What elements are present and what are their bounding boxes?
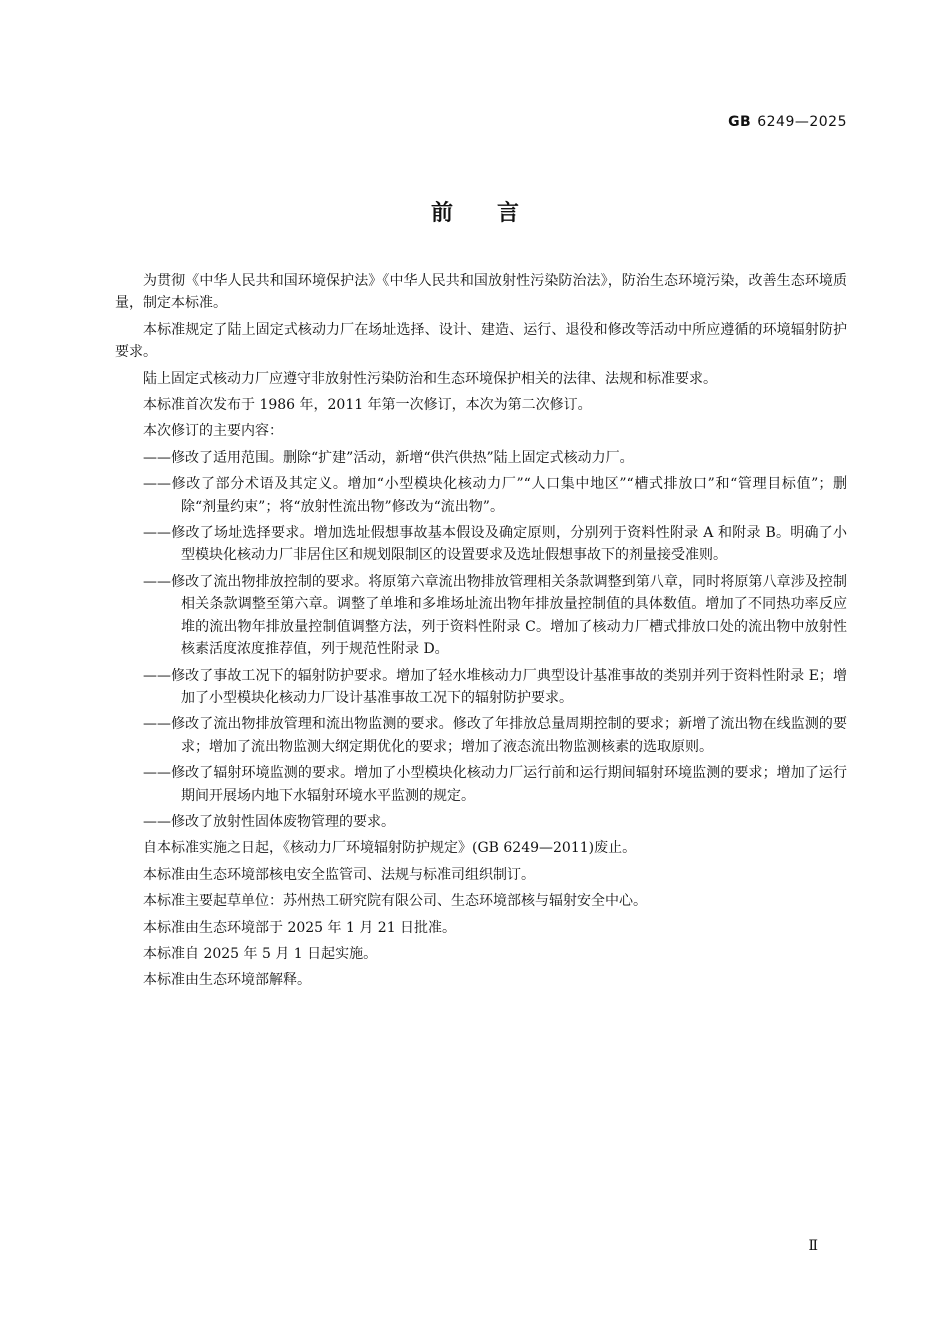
revision-item: ——修改了流出物排放管理和流出物监测的要求。修改了年排放总量周期控制的要求；新增了流出物在线监测的要求；增加了流出物监测大纲定期优化的要求；增加了液态流出物监测核素的选取原则。 bbox=[143, 716, 847, 755]
paragraph-history: 本标准首次发布于 1986 年，2011 年第一次修订，本次为第二次修订。 bbox=[143, 397, 592, 414]
standard-number: 6249—2025 bbox=[757, 114, 847, 130]
closing-supersede: 自本标准实施之日起，《核动力厂环境辐射防护规定》(GB 6249—2011)废止。 bbox=[143, 840, 637, 857]
standard-prefix: GB bbox=[728, 114, 752, 130]
revision-item: ——修改了适用范围。删除“扩建”活动，新增“供汽供热”陆上固定式核动力厂。 bbox=[143, 449, 634, 466]
page-number: Ⅱ bbox=[808, 1238, 818, 1254]
paragraph-purpose: 为贯彻《中华人民共和国环境保护法》《中华人民共和国放射性污染防治法》，防治生态环境污染，改善生态环境质量，制定本标准。 bbox=[115, 273, 847, 312]
paragraph-compliance: 陆上固定式核动力厂应遵守非放射性污染防治和生态环境保护相关的法律、法规和标准要求。 bbox=[143, 370, 717, 387]
closing-effective: 本标准自 2025 年 5 月 1 日起实施。 bbox=[143, 945, 378, 962]
revision-item: ——修改了辐射环境监测的要求。增加了小型模块化核动力厂运行前和运行期间辐射环境监测的要求；增加了运行期间开展场内地下水辐射环境水平监测的规定。 bbox=[143, 765, 847, 804]
standard-code bbox=[728, 114, 847, 130]
foreword-body bbox=[115, 270, 847, 996]
closing-approval: 本标准由生态环境部于 2025 年 1 月 21 日批准。 bbox=[143, 919, 457, 936]
revision-item: ——修改了场址选择要求。增加选址假想事故基本假设及确定原则，分别列于资料性附录 A 和附录 B。明确了小型模块化核动力厂非居住区和规划限制区的设置要求及选址假想事故下的剂量接受准则。 bbox=[143, 525, 847, 564]
page-title: 前言 bbox=[430, 201, 563, 226]
paragraph-revision-intro: 本次修订的主要内容： bbox=[143, 423, 283, 440]
closing-drafters: 本标准主要起草单位：苏州热工研究院有限公司、生态环境部核与辐射安全中心。 bbox=[143, 893, 647, 910]
revision-item: ——修改了部分术语及其定义。增加“小型模块化核动力厂”“人口集中地区”“槽式排放口”和“管理目标值”；删除“剂量约束”；将“放射性流出物”修改为“流出物”。 bbox=[143, 476, 847, 515]
revision-item: ——修改了放射性固体废物管理的要求。 bbox=[143, 813, 395, 830]
closing-interpretation: 本标准由生态环境部解释。 bbox=[143, 972, 311, 989]
revision-item: ——修改了流出物排放控制的要求。将原第六章流出物排放管理相关条款调整到第八章，同时将原第八章涉及控制相关条款调整至第六章。调整了单堆和多堆场址流出物年排放量控制值的具体数值。增加了不同热功率反应堆的流出物年排放量控制值调整方法，列于资料性附录 C。增加了核动力厂槽式排放口处的流出物中放射性核素活度浓度推荐值，列于规范性附录 D。 bbox=[143, 573, 847, 658]
paragraph-scope: 本标准规定了陆上固定式核动力厂在场址选择、设计、建造、运行、退役和修改等活动中所应遵循的环境辐射防护要求。 bbox=[115, 321, 847, 361]
closing-organizer: 本标准由生态环境部核电安全监管司、法规与标准司组织制订。 bbox=[143, 866, 535, 883]
revision-item: ——修改了事故工况下的辐射防护要求。增加了轻水堆核动力厂典型设计基准事故的类别并列于资料性附录 E；增加了小型模块化核动力厂设计基准事故工况下的辐射防护要求。 bbox=[143, 667, 847, 706]
